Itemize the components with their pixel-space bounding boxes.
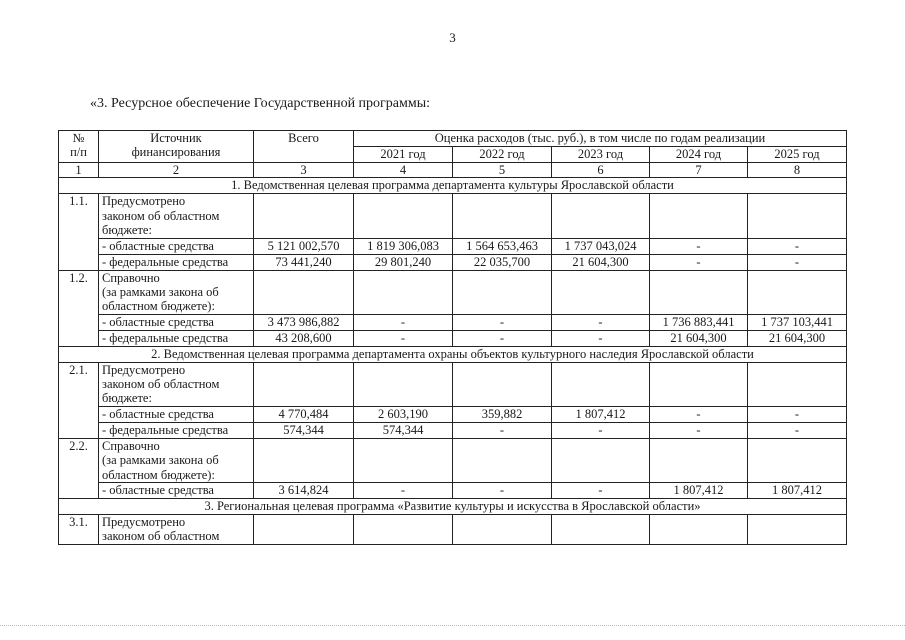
header-estimate: Оценка расходов (тыс. руб.), в том числе по годам реализации [354, 131, 847, 147]
empty-cell [453, 514, 552, 544]
year-value: - [650, 238, 748, 254]
header-total: Всего [254, 131, 354, 163]
item-label [99, 194, 254, 238]
funding-source: - областные средства [99, 482, 254, 498]
header-year: 2022 год [453, 147, 552, 163]
section-title: 1. Ведомственная целевая программа департамента культуры Ярославской области [59, 178, 847, 194]
year-value: 1 736 883,441 [650, 314, 748, 330]
item-label-line: (за рамками закона об [102, 453, 219, 468]
empty-cell [354, 514, 453, 544]
column-number: 2 [99, 163, 254, 178]
header-year: 2025 год [748, 147, 847, 163]
header-year: 2023 год [552, 147, 650, 163]
year-value: 1 819 306,083 [354, 238, 453, 254]
funding-source: - федеральные средства [99, 330, 254, 346]
item-number: 3.1. [59, 514, 99, 544]
empty-cell [748, 194, 847, 238]
item-label-line: Предусмотрено [102, 514, 186, 529]
year-value: - [552, 482, 650, 498]
year-value: - [354, 314, 453, 330]
empty-cell [650, 514, 748, 544]
item-label-row [59, 194, 847, 238]
year-value: 1 564 653,463 [453, 238, 552, 254]
item-label [99, 270, 254, 314]
empty-cell [254, 438, 354, 482]
column-number: 5 [453, 163, 552, 178]
year-value: - [453, 482, 552, 498]
header-source [99, 131, 254, 163]
item-label-line: (за рамками закона об [102, 284, 219, 299]
table-row [59, 238, 847, 254]
funding-source: - федеральные средства [99, 422, 254, 438]
year-value: - [453, 330, 552, 346]
empty-cell [650, 270, 748, 314]
year-value: - [748, 254, 847, 270]
item-label-line: законом об областном [102, 529, 220, 544]
item-number: 1.1. [59, 194, 99, 270]
item-label-line: Справочно [102, 438, 160, 453]
header-source-line2: финансирования [131, 145, 221, 160]
empty-cell [254, 514, 354, 544]
funding-source: - областные средства [99, 406, 254, 422]
table-row [59, 482, 847, 498]
empty-cell [354, 362, 453, 406]
total-value: 3 614,824 [254, 482, 354, 498]
empty-cell [552, 438, 650, 482]
column-number: 7 [650, 163, 748, 178]
empty-cell [453, 438, 552, 482]
year-value: 21 604,300 [552, 254, 650, 270]
empty-cell [453, 194, 552, 238]
table-row [59, 254, 847, 270]
item-label-line: Предусмотрено [102, 194, 186, 209]
empty-cell [453, 270, 552, 314]
empty-cell [254, 362, 354, 406]
section-title-row [59, 178, 847, 194]
section-title: 3. Региональная целевая программа «Развитие культуры и искусства в Ярославской области» [59, 498, 847, 514]
empty-cell [552, 362, 650, 406]
table-row [59, 422, 847, 438]
header-year: 2021 год [354, 147, 453, 163]
column-number: 8 [748, 163, 847, 178]
item-label-row [59, 514, 847, 544]
item-label-row [59, 438, 847, 482]
item-label-row [59, 362, 847, 406]
column-number: 6 [552, 163, 650, 178]
year-value: 1 807,412 [552, 406, 650, 422]
item-label-row [59, 270, 847, 314]
item-label-line: Справочно [102, 270, 160, 285]
year-value: - [748, 238, 847, 254]
column-number: 1 [59, 163, 99, 178]
funding-source: - областные средства [99, 238, 254, 254]
item-label-line: законом об областном [102, 208, 220, 223]
section-title-row [59, 346, 847, 362]
header-year: 2024 год [650, 147, 748, 163]
page-edge-line [0, 625, 905, 627]
empty-cell [254, 194, 354, 238]
header-no [59, 131, 99, 163]
empty-cell [650, 362, 748, 406]
year-value: - [354, 330, 453, 346]
year-value: - [453, 314, 552, 330]
year-value: - [748, 422, 847, 438]
year-value: 1 807,412 [748, 482, 847, 498]
total-value: 73 441,240 [254, 254, 354, 270]
header-no-line1: № [72, 131, 85, 145]
column-numbers-row [59, 163, 847, 178]
empty-cell [552, 514, 650, 544]
section-title: 2. Ведомственная целевая программа департамента охраны объектов культурного наследия Ярославской области [59, 346, 847, 362]
column-number: 3 [254, 163, 354, 178]
empty-cell [748, 514, 847, 544]
empty-cell [552, 270, 650, 314]
total-value: 574,344 [254, 422, 354, 438]
empty-cell [650, 438, 748, 482]
year-value: 1 807,412 [650, 482, 748, 498]
table-body [59, 131, 847, 545]
year-value: - [650, 254, 748, 270]
item-number: 2.2. [59, 438, 99, 498]
year-value: - [748, 406, 847, 422]
empty-cell [650, 194, 748, 238]
item-label [99, 362, 254, 406]
year-value: - [650, 422, 748, 438]
funding-source: - областные средства [99, 314, 254, 330]
year-value: - [453, 422, 552, 438]
item-label [99, 514, 254, 544]
item-label-line: Предусмотрено [102, 362, 186, 377]
item-number: 1.2. [59, 270, 99, 346]
empty-cell [453, 362, 552, 406]
year-value: 1 737 043,024 [552, 238, 650, 254]
total-value: 43 208,600 [254, 330, 354, 346]
year-value: - [552, 330, 650, 346]
item-label [99, 438, 254, 482]
item-number: 2.1. [59, 362, 99, 438]
year-value: 574,344 [354, 422, 453, 438]
empty-cell [748, 362, 847, 406]
total-value: 5 121 002,570 [254, 238, 354, 254]
year-value: 359,882 [453, 406, 552, 422]
header-source-line1: Источник [150, 131, 202, 145]
total-value: 4 770,484 [254, 406, 354, 422]
table-row [59, 330, 847, 346]
year-value: - [354, 482, 453, 498]
item-label-line: областном бюджете): [102, 299, 215, 314]
year-value: - [650, 406, 748, 422]
item-label-line: бюджете: [102, 223, 152, 238]
table-row [59, 406, 847, 422]
year-value: 29 801,240 [354, 254, 453, 270]
item-label-line: областном бюджете): [102, 467, 215, 482]
year-value: - [552, 314, 650, 330]
year-value: 21 604,300 [650, 330, 748, 346]
year-value: 22 035,700 [453, 254, 552, 270]
funding-source: - федеральные средства [99, 254, 254, 270]
year-value: - [552, 422, 650, 438]
empty-cell [748, 270, 847, 314]
item-label-line: бюджете: [102, 391, 152, 406]
empty-cell [254, 270, 354, 314]
empty-cell [354, 270, 453, 314]
resource-table [58, 130, 847, 545]
year-value: 1 737 103,441 [748, 314, 847, 330]
section-heading: «3. Ресурсное обеспечение Государственной программы: [90, 96, 431, 111]
item-label-line: законом об областном [102, 377, 220, 391]
empty-cell [354, 438, 453, 482]
header-row-1 [59, 131, 847, 147]
year-value: 21 604,300 [748, 330, 847, 346]
total-value: 3 473 986,882 [254, 314, 354, 330]
table-row [59, 314, 847, 330]
column-number: 4 [354, 163, 453, 178]
year-value: 2 603,190 [354, 406, 453, 422]
empty-cell [354, 194, 453, 238]
empty-cell [748, 438, 847, 482]
page-number: 3 [449, 30, 456, 45]
section-title-row [59, 498, 847, 514]
header-no-line2: п/п [70, 145, 87, 160]
empty-cell [552, 194, 650, 238]
